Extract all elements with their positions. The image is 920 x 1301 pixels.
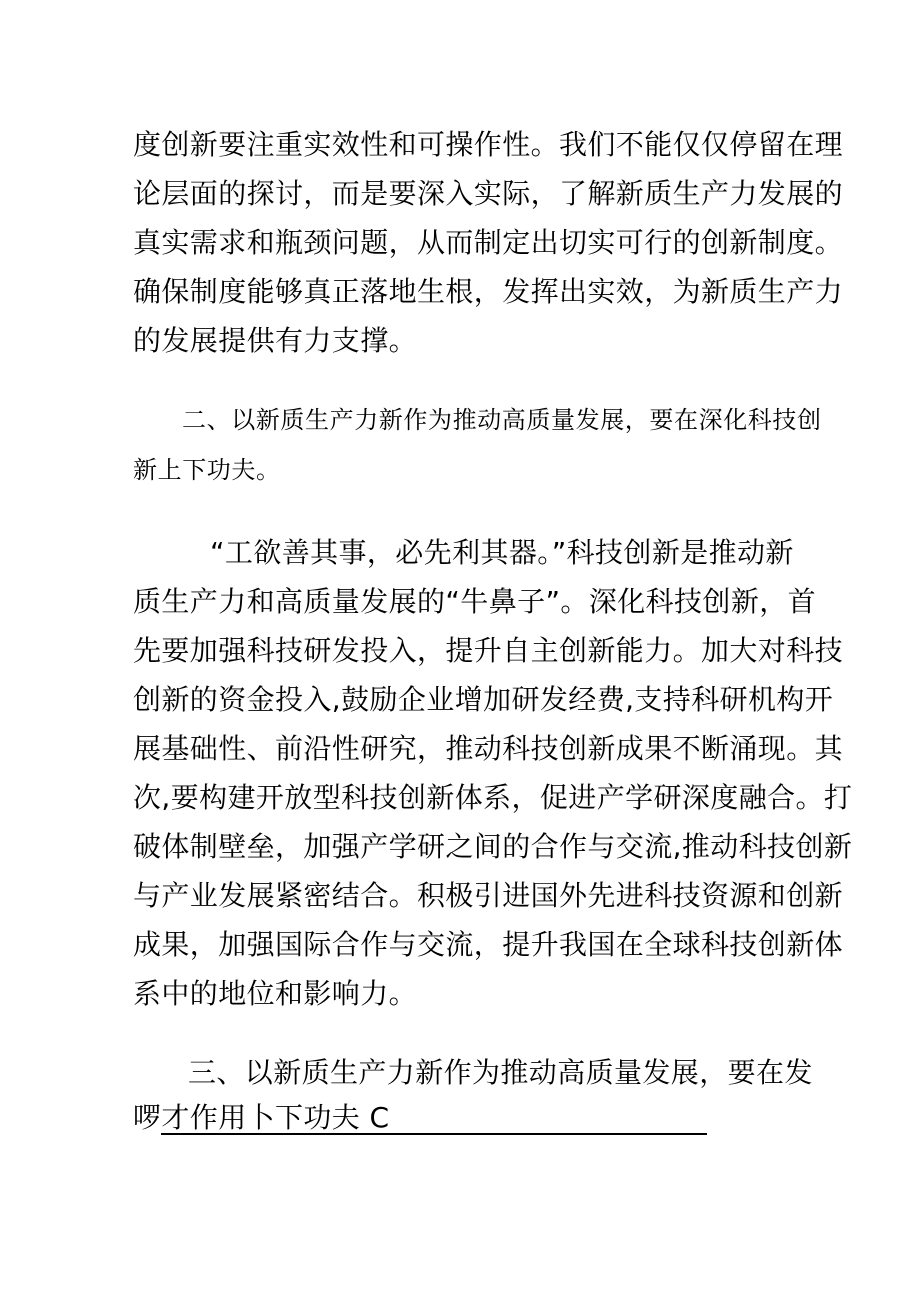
section-3-heading-line-2 (133, 1101, 707, 1135)
paragraph-1-line-5: 的发展提供有力支撑。 (133, 324, 418, 357)
section-2-heading-line-1: 二、以新质生产力新作为推动高质量发展，要在深化科技创 (182, 406, 822, 434)
paragraph-2-line-4: 创新的资金投入,鼓励企业增加研发经费,支持科研机构开 (133, 683, 834, 716)
paragraph-2-line-8: 与产业发展紧密结合。积极引进国外先进科技资源和创新 (133, 879, 844, 912)
blank-underline (389, 1105, 707, 1135)
section-3-heading-underlined-text: 才作用卜下功夫 C (161, 1101, 390, 1134)
paragraph-2-line-1: “工欲善其事，必先利其器。”科技创新是推动新 (210, 536, 794, 569)
paragraph-1-line-3: 真实需求和瓶颈问题，从而制定出切实可行的创新制度。 (133, 226, 844, 259)
paragraph-2-line-2: 质生产力和高质量发展的“牛鼻子”。深化科技创新，首 (133, 585, 817, 618)
paragraph-2-line-10: 系中的地位和影响力。 (133, 977, 418, 1010)
paragraph-1-line-4: 确保制度能够真正落地生根，发挥出实效，为新质生产力 (133, 275, 844, 308)
paragraph-2-line-6: 次,要构建开放型科技创新体系，促进产学研深度融合。打 (133, 781, 853, 814)
paragraph-1-line-1: 度创新要注重实效性和可操作性。我们不能仅仅停留在理 (133, 128, 844, 161)
section-3-heading-line-1: 三、以新质生产力新作为推动高质量发展，要在发 (188, 1056, 813, 1089)
paragraph-2-line-3: 先要加强科技研发投入，提升自主创新能力。加大对科技 (133, 634, 844, 667)
section-3-heading-prefix: 啰 (133, 1101, 162, 1134)
paragraph-1-line-2: 论层面的探讨，而是要深入实际，了解新质生产力发展的 (133, 177, 844, 210)
paragraph-2-line-5: 展基础性、前沿性研究，推动科技创新成果不断涌现。其 (133, 732, 844, 765)
paragraph-2-line-9: 成果，加强国际合作与交流，提升我国在全球科技创新体 (133, 928, 844, 961)
paragraph-2-line-7: 破体制壁垒，加强产学研之间的合作与交流,推动科技创新 (133, 830, 853, 863)
section-2-heading-line-2: 新上下功夫。 (133, 456, 281, 484)
